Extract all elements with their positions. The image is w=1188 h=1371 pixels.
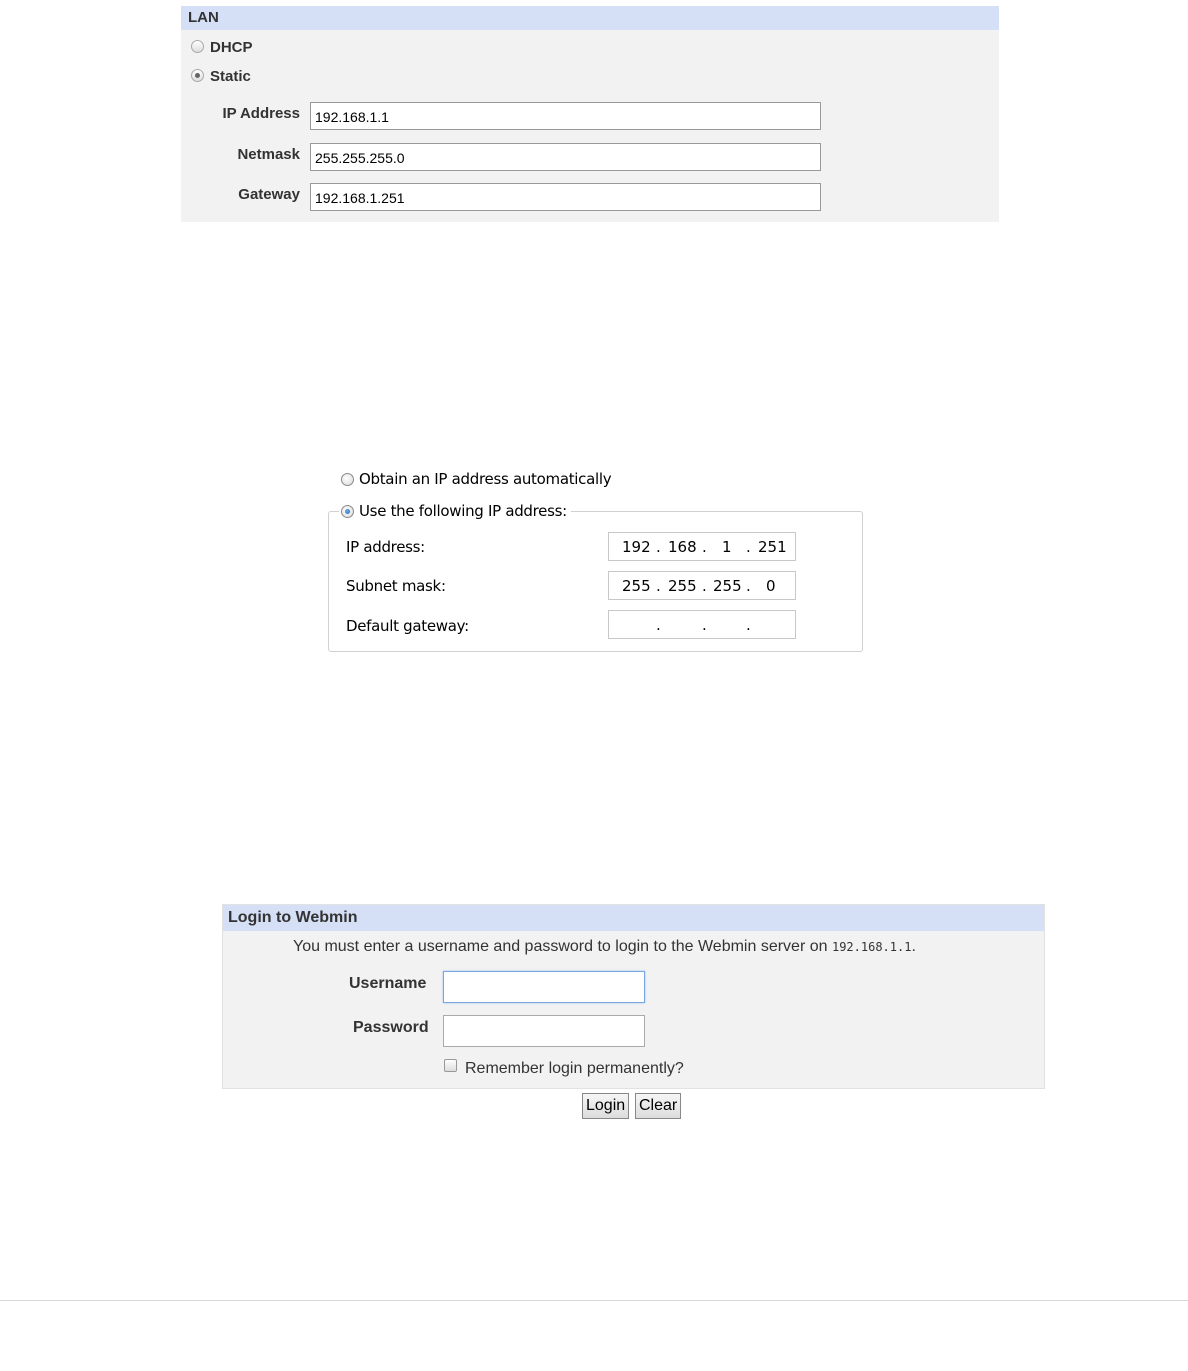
password-input[interactable]	[443, 1015, 645, 1047]
ip-dot-1: .	[656, 538, 661, 556]
ip-octet-1: 192	[622, 538, 651, 556]
mask-octet-4: 0	[766, 577, 776, 595]
clear-button[interactable]: Clear	[635, 1093, 681, 1119]
win-default-gateway-input[interactable]	[608, 610, 796, 639]
lan-title: LAN	[181, 6, 999, 30]
win-default-gateway-label: Default gateway:	[346, 617, 469, 635]
login-message-end: .	[911, 938, 916, 955]
dhcp-radio[interactable]	[191, 39, 253, 56]
remember-login-checkbox[interactable]	[444, 1059, 457, 1072]
ip-octet-2: 168	[668, 538, 697, 556]
netmask-input[interactable]: 255.255.255.0	[310, 143, 821, 171]
gateway-input[interactable]: 192.168.1.251	[310, 183, 821, 211]
mask-octet-1: 255	[622, 577, 651, 595]
mask-octet-3: 255	[713, 577, 742, 595]
password-label: Password	[353, 1019, 429, 1036]
use-following-ip-label: Use the following IP address:	[359, 502, 567, 520]
gw-dot-1: .	[656, 616, 661, 634]
win-subnet-mask-input[interactable]	[608, 571, 796, 600]
ip-octet-4: 251	[758, 538, 787, 556]
radio-selected-icon[interactable]	[341, 505, 354, 518]
radio-unselected-icon[interactable]	[191, 40, 204, 53]
webmin-login-title: Login to Webmin	[223, 905, 1044, 931]
use-following-ip-radio[interactable]	[339, 502, 571, 520]
radio-selected-icon[interactable]	[191, 69, 204, 82]
netmask-row	[181, 143, 999, 175]
remember-login-label[interactable]: Remember login permanently?	[465, 1060, 684, 1077]
static-label: Static	[210, 68, 251, 85]
mask-octet-2: 255	[668, 577, 697, 595]
radio-unselected-icon[interactable]	[341, 473, 354, 486]
login-message	[293, 938, 916, 956]
ip-octet-3: 1	[722, 538, 732, 556]
username-label: Username	[349, 975, 427, 992]
win-ip-address-label: IP address:	[346, 538, 425, 556]
obtain-ip-auto-label: Obtain an IP address automatically	[359, 470, 612, 488]
lan-panel	[181, 6, 999, 222]
obtain-ip-auto-radio[interactable]	[341, 470, 611, 488]
win-ip-address-input[interactable]	[608, 532, 796, 561]
netmask-label: Netmask	[237, 146, 300, 163]
win-subnet-mask-label: Subnet mask:	[346, 577, 446, 595]
gateway-row	[181, 183, 999, 215]
login-button[interactable]: Login	[582, 1093, 629, 1119]
ip-address-input[interactable]: 192.168.1.1	[310, 102, 821, 130]
login-server-address: 192.168.1.1	[831, 940, 912, 954]
username-input[interactable]	[443, 971, 645, 1003]
divider	[0, 1300, 1188, 1301]
dhcp-label: DHCP	[210, 39, 253, 56]
mask-dot-1: .	[656, 577, 661, 595]
gateway-label: Gateway	[238, 186, 300, 203]
static-radio[interactable]	[191, 68, 251, 85]
gw-dot-3: .	[746, 616, 751, 634]
ip-dot-3: .	[746, 538, 751, 556]
mask-dot-3: .	[746, 577, 751, 595]
ip-dot-2: .	[702, 538, 707, 556]
login-message-text: You must enter a username and password to login to the Webmin server on	[293, 938, 832, 955]
mask-dot-2: .	[702, 577, 707, 595]
gw-dot-2: .	[702, 616, 707, 634]
ip-address-row	[181, 102, 999, 134]
ip-address-label: IP Address	[222, 105, 300, 122]
